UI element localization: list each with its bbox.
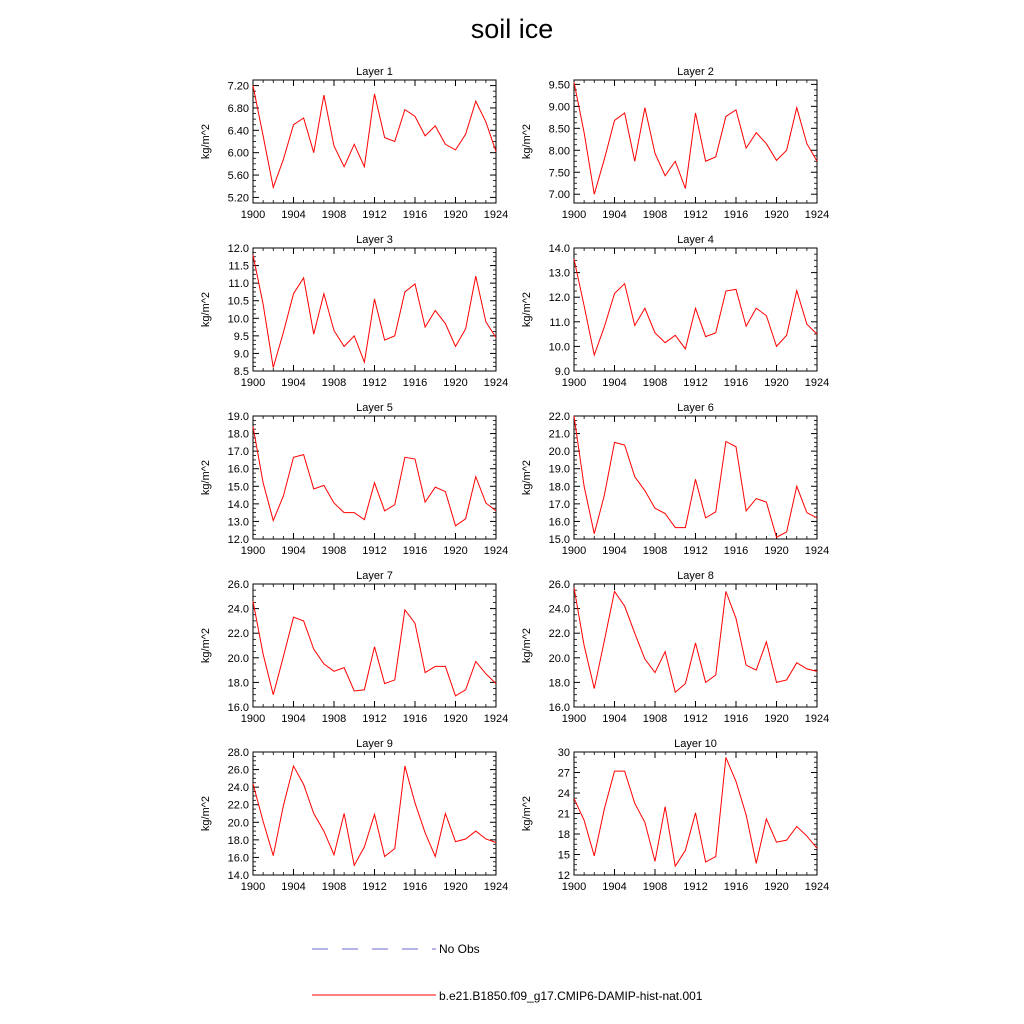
- x-tick-label: 1908: [642, 881, 668, 893]
- panel-title: Layer 6: [677, 402, 714, 414]
- y-tick-label: 26.0: [227, 764, 249, 777]
- y-axis-label: kg/m^2: [200, 627, 212, 664]
- x-tick-label: 1916: [402, 881, 428, 893]
- x-tick-label: 1924: [804, 377, 830, 389]
- x-tick-label: 1912: [683, 713, 708, 725]
- y-tick-label: 20.0: [227, 817, 249, 830]
- series-line: [574, 757, 817, 866]
- y-tick-label: 15: [557, 849, 570, 862]
- x-tick-label: 1912: [683, 881, 708, 893]
- x-tick-label: 1916: [402, 377, 428, 389]
- x-tick-label: 1912: [362, 713, 387, 725]
- x-tick-label: 1912: [683, 209, 708, 221]
- x-tick-label: 1916: [402, 713, 428, 725]
- series-line: [253, 427, 496, 526]
- y-tick-label: 14.0: [227, 498, 249, 511]
- y-tick-label: 28.0: [227, 747, 249, 759]
- y-tick-label: 11.0: [228, 278, 249, 291]
- y-tick-label: 20.0: [548, 652, 570, 665]
- x-tick-label: 1916: [402, 209, 428, 221]
- y-axis-label: kg/m^2: [521, 627, 533, 664]
- y-axis-label: kg/m^2: [200, 459, 212, 496]
- series-line: [253, 255, 496, 367]
- y-tick-label: 5.20: [227, 192, 249, 205]
- x-tick-label: 1900: [561, 881, 587, 893]
- y-tick-label: 11.0: [549, 316, 570, 329]
- panel-8: [521, 570, 829, 725]
- x-tick-label: 1912: [362, 881, 387, 893]
- plot-frame: [574, 80, 817, 203]
- panel-5: [200, 402, 508, 557]
- y-tick-label: 7.50: [548, 167, 570, 180]
- x-tick-label: 1916: [723, 545, 749, 557]
- x-tick-label: 1924: [483, 545, 509, 557]
- x-tick-label: 1920: [764, 713, 789, 725]
- x-tick-label: 1924: [804, 881, 830, 893]
- panel-3: [200, 234, 508, 389]
- y-tick-label: 26.0: [227, 579, 249, 591]
- series-line: [574, 416, 817, 537]
- y-tick-label: 18.0: [227, 834, 249, 847]
- y-tick-label: 27: [557, 767, 570, 780]
- plot-frame: [574, 584, 817, 707]
- y-axis-label: kg/m^2: [521, 795, 533, 832]
- y-tick-label: 12.0: [548, 292, 570, 305]
- x-tick-label: 1916: [723, 209, 749, 221]
- legend-model-label: b.e21.B1850.f09_g17.CMIP6-DAMIP-hist-nat.001: [439, 989, 703, 1003]
- x-tick-label: 1900: [240, 377, 266, 389]
- x-tick-label: 1904: [281, 209, 306, 221]
- y-tick-label: 12.0: [227, 243, 249, 255]
- x-tick-label: 1904: [602, 545, 627, 557]
- x-tick-label: 1924: [804, 545, 830, 557]
- y-tick-label: 18.0: [227, 428, 249, 441]
- x-tick-label: 1924: [483, 377, 509, 389]
- y-tick-label: 16.0: [548, 516, 570, 529]
- y-tick-label: 5.60: [227, 170, 249, 183]
- figure-title: soil ice: [470, 14, 554, 44]
- x-tick-label: 1908: [642, 545, 668, 557]
- y-tick-label: 10.0: [227, 313, 249, 326]
- plot-frame: [253, 584, 496, 707]
- x-tick-label: 1912: [683, 377, 708, 389]
- x-tick-label: 1904: [602, 881, 627, 893]
- y-tick-label: 22.0: [227, 799, 249, 812]
- y-tick-label: 22.0: [548, 411, 570, 423]
- x-tick-label: 1904: [281, 713, 306, 725]
- y-tick-label: 16.0: [548, 702, 570, 714]
- x-tick-label: 1908: [321, 209, 347, 221]
- y-tick-label: 8.00: [548, 145, 570, 158]
- x-tick-label: 1900: [240, 545, 266, 557]
- x-tick-label: 1920: [443, 377, 468, 389]
- x-tick-label: 1924: [804, 713, 830, 725]
- panel-title: Layer 2: [677, 66, 714, 78]
- panel-4: [521, 234, 829, 389]
- y-tick-label: 22.0: [227, 628, 249, 641]
- x-tick-label: 1900: [561, 713, 587, 725]
- y-tick-label: 17.0: [548, 498, 570, 511]
- y-tick-label: 6.40: [227, 125, 249, 138]
- y-tick-label: 11.5: [228, 260, 249, 273]
- y-axis-label: kg/m^2: [200, 123, 212, 160]
- x-tick-label: 1900: [240, 209, 266, 221]
- x-tick-label: 1908: [321, 713, 347, 725]
- x-tick-label: 1924: [483, 713, 509, 725]
- y-tick-label: 12: [557, 870, 570, 882]
- x-tick-label: 1912: [362, 377, 387, 389]
- panel-title: Layer 3: [356, 234, 393, 246]
- panel-1: [200, 66, 508, 221]
- x-tick-label: 1916: [402, 545, 428, 557]
- series-line: [574, 82, 817, 194]
- panel-title: Layer 9: [356, 738, 393, 750]
- x-tick-label: 1916: [723, 881, 749, 893]
- x-tick-label: 1920: [764, 881, 789, 893]
- y-tick-label: 8.5: [233, 366, 249, 378]
- y-tick-label: 9.0: [554, 366, 570, 378]
- y-axis-label: kg/m^2: [521, 459, 533, 496]
- legend-no-obs-label: No Obs: [439, 942, 480, 956]
- legend-model-line: [312, 990, 436, 1000]
- y-axis-label: kg/m^2: [521, 123, 533, 160]
- panel-10: [521, 738, 829, 893]
- y-tick-label: 24: [557, 788, 570, 800]
- x-tick-label: 1904: [602, 377, 627, 389]
- y-tick-label: 9.0: [233, 348, 249, 361]
- panel-7: [200, 570, 508, 725]
- x-tick-label: 1904: [602, 209, 627, 221]
- y-tick-label: 18.0: [227, 677, 249, 690]
- y-tick-label: 21.0: [548, 428, 570, 441]
- y-tick-label: 22.0: [548, 628, 570, 641]
- y-tick-label: 15.0: [548, 534, 570, 546]
- y-axis-label: kg/m^2: [200, 291, 212, 328]
- x-tick-label: 1908: [642, 209, 668, 221]
- y-tick-label: 13.0: [227, 516, 249, 529]
- x-tick-label: 1924: [804, 209, 830, 221]
- x-tick-label: 1920: [764, 377, 789, 389]
- y-tick-label: 17.0: [227, 446, 249, 459]
- y-tick-label: 24.0: [227, 782, 249, 795]
- y-tick-label: 20.0: [548, 446, 570, 459]
- y-tick-label: 13.0: [548, 267, 570, 280]
- y-tick-label: 24.0: [548, 603, 570, 616]
- y-tick-label: 16.0: [227, 702, 249, 714]
- x-tick-label: 1900: [240, 713, 266, 725]
- y-tick-label: 6.00: [227, 147, 249, 160]
- series-line: [574, 588, 817, 693]
- panel-2: [521, 66, 829, 221]
- panel-title: Layer 7: [356, 570, 393, 582]
- y-tick-label: 9.00: [548, 101, 570, 114]
- y-tick-label: 26.0: [548, 579, 570, 591]
- panel-title: Layer 4: [677, 234, 714, 246]
- series-line: [253, 86, 496, 188]
- x-tick-label: 1920: [443, 713, 468, 725]
- panel-title: Layer 1: [356, 66, 393, 78]
- x-tick-label: 1904: [602, 713, 627, 725]
- y-tick-label: 6.80: [227, 102, 249, 115]
- y-tick-label: 10.5: [227, 295, 249, 308]
- x-tick-label: 1920: [764, 209, 789, 221]
- x-tick-label: 1900: [561, 377, 587, 389]
- y-tick-label: 10.0: [548, 341, 570, 354]
- x-tick-label: 1908: [321, 881, 347, 893]
- y-tick-label: 21: [557, 808, 570, 821]
- x-tick-label: 1904: [281, 377, 306, 389]
- y-tick-label: 16.0: [227, 463, 249, 476]
- series-line: [574, 259, 817, 355]
- y-tick-label: 30: [557, 747, 570, 759]
- y-tick-label: 20.0: [227, 652, 249, 665]
- x-tick-label: 1908: [642, 377, 668, 389]
- y-tick-label: 18.0: [548, 481, 570, 494]
- y-tick-label: 14.0: [227, 870, 249, 882]
- series-line: [253, 601, 496, 696]
- x-tick-label: 1908: [321, 377, 347, 389]
- y-tick-label: 24.0: [227, 603, 249, 616]
- x-tick-label: 1904: [281, 545, 306, 557]
- y-tick-label: 19.0: [227, 411, 249, 423]
- x-tick-label: 1924: [483, 209, 509, 221]
- y-tick-label: 15.0: [227, 481, 249, 494]
- x-tick-label: 1924: [483, 881, 509, 893]
- x-tick-label: 1908: [642, 713, 668, 725]
- x-tick-label: 1912: [362, 209, 387, 221]
- panel-title: Layer 8: [677, 570, 714, 582]
- y-axis-label: kg/m^2: [200, 795, 212, 832]
- legend-no-obs-line: [312, 944, 436, 954]
- x-tick-label: 1920: [443, 881, 468, 893]
- panel-6: [521, 402, 829, 557]
- y-tick-label: 18: [557, 829, 570, 841]
- x-tick-label: 1916: [723, 377, 749, 389]
- y-tick-label: 8.50: [548, 123, 570, 136]
- panel-title: Layer 10: [674, 738, 717, 750]
- x-tick-label: 1900: [240, 881, 266, 893]
- x-tick-label: 1900: [561, 209, 587, 221]
- y-axis-label: kg/m^2: [521, 291, 533, 328]
- x-tick-label: 1912: [362, 545, 387, 557]
- y-tick-label: 16.0: [227, 852, 249, 865]
- x-tick-label: 1920: [764, 545, 789, 557]
- x-tick-label: 1908: [321, 545, 347, 557]
- y-tick-label: 7.00: [548, 189, 570, 202]
- plot-frame: [253, 80, 496, 203]
- plot-frame: [253, 416, 496, 539]
- x-tick-label: 1916: [723, 713, 749, 725]
- x-tick-label: 1912: [683, 545, 708, 557]
- y-tick-label: 9.5: [233, 330, 249, 343]
- y-tick-label: 12.0: [227, 534, 249, 546]
- x-tick-label: 1900: [561, 545, 587, 557]
- y-tick-label: 19.0: [548, 463, 570, 476]
- panel-title: Layer 5: [356, 402, 393, 414]
- y-tick-label: 9.50: [548, 79, 570, 92]
- plot-frame: [574, 416, 817, 539]
- x-tick-label: 1920: [443, 209, 468, 221]
- x-tick-label: 1904: [281, 881, 306, 893]
- y-tick-label: 7.20: [227, 80, 249, 93]
- panel-9: [200, 738, 508, 893]
- series-line: [253, 766, 496, 865]
- y-tick-label: 18.0: [548, 677, 570, 690]
- x-tick-label: 1920: [443, 545, 468, 557]
- y-tick-label: 14.0: [548, 243, 570, 255]
